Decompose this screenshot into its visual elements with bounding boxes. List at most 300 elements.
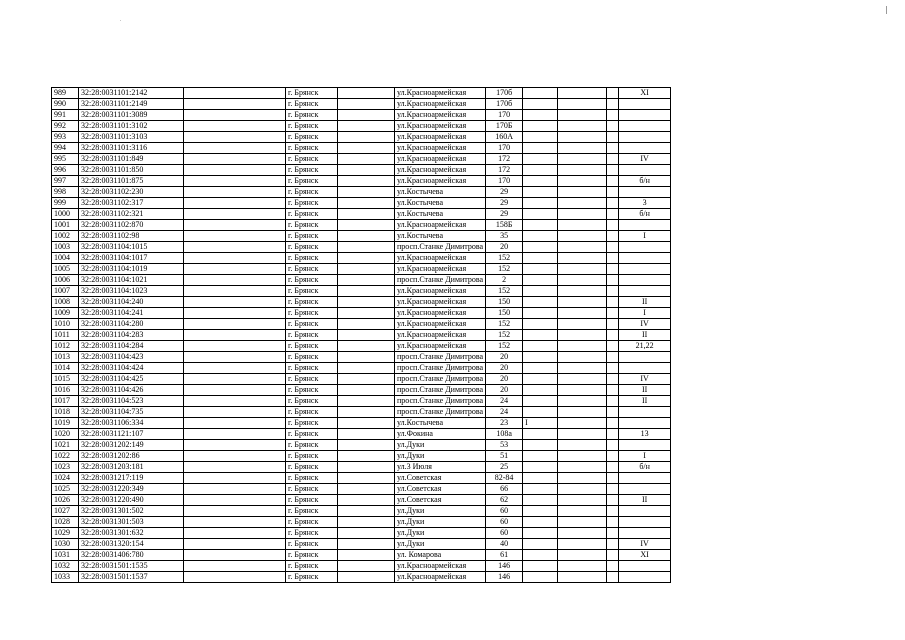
empty-cell	[184, 352, 286, 363]
city-cell: г. Брянск	[286, 330, 338, 341]
empty-cell	[607, 198, 619, 209]
street-cell: ул.Костычева	[395, 209, 486, 220]
street-cell: ул.Красноармейская	[395, 572, 486, 583]
premises-number-cell	[619, 242, 671, 253]
row-number: 996	[52, 165, 79, 176]
empty-cell	[607, 374, 619, 385]
extra-cell	[523, 407, 558, 418]
premises-number-cell	[619, 286, 671, 297]
premises-number-cell	[619, 407, 671, 418]
street-cell: просп.Станке Димитрова	[395, 242, 486, 253]
street-cell: ул.Костычева	[395, 187, 486, 198]
empty-cell	[184, 429, 286, 440]
empty-cell	[558, 429, 607, 440]
empty-cell	[338, 132, 395, 143]
cadastral-number: 32:28:0031104:425	[79, 374, 184, 385]
street-cell: просп.Станке Димитрова	[395, 363, 486, 374]
row-number: 1014	[52, 363, 79, 374]
empty-cell	[607, 506, 619, 517]
cadastral-number: 32:28:0031301:502	[79, 506, 184, 517]
premises-number-cell	[619, 352, 671, 363]
house-number-cell: 66	[486, 484, 523, 495]
city-cell: г. Брянск	[286, 528, 338, 539]
table-row	[52, 407, 671, 418]
empty-cell	[184, 517, 286, 528]
empty-cell	[558, 165, 607, 176]
street-cell: ул.Дуки	[395, 528, 486, 539]
empty-cell	[184, 198, 286, 209]
empty-cell	[184, 88, 286, 99]
house-number-cell: 35	[486, 231, 523, 242]
cadastral-number: 32:28:0031101:850	[79, 165, 184, 176]
table-row	[52, 517, 671, 528]
premises-number-cell: I	[619, 308, 671, 319]
empty-cell	[338, 352, 395, 363]
table-row	[52, 187, 671, 198]
empty-cell	[558, 110, 607, 121]
house-number-cell: 53	[486, 440, 523, 451]
table-row	[52, 330, 671, 341]
cadastral-number: 32:28:0031102:321	[79, 209, 184, 220]
cadastral-number: 32:28:0031501:1537	[79, 572, 184, 583]
table-row	[52, 528, 671, 539]
street-cell: ул.Красноармейская	[395, 253, 486, 264]
city-cell: г. Брянск	[286, 539, 338, 550]
table-row	[52, 286, 671, 297]
premises-number-cell: 21,22	[619, 341, 671, 352]
table-row	[52, 275, 671, 286]
cadastral-number: 32:28:0031101:849	[79, 154, 184, 165]
premises-number-cell: I	[619, 451, 671, 462]
premises-number-cell	[619, 99, 671, 110]
empty-cell	[558, 407, 607, 418]
empty-cell	[184, 209, 286, 220]
empty-cell	[184, 440, 286, 451]
extra-cell	[523, 286, 558, 297]
empty-cell	[184, 396, 286, 407]
empty-cell	[184, 539, 286, 550]
empty-cell	[558, 319, 607, 330]
row-number: 1033	[52, 572, 79, 583]
premises-number-cell: IV	[619, 374, 671, 385]
empty-cell	[558, 451, 607, 462]
table-row	[52, 143, 671, 154]
street-cell: ул.Красноармейская	[395, 154, 486, 165]
empty-cell	[184, 99, 286, 110]
city-cell: г. Брянск	[286, 550, 338, 561]
cadastral-number: 32:28:0031104:1023	[79, 286, 184, 297]
premises-number-cell	[619, 363, 671, 374]
premises-number-cell	[619, 484, 671, 495]
cadastral-number: 32:28:0031101:875	[79, 176, 184, 187]
city-cell: г. Брянск	[286, 297, 338, 308]
empty-cell	[558, 528, 607, 539]
cadastral-number: 32:28:0031101:3102	[79, 121, 184, 132]
house-number-cell: 170	[486, 176, 523, 187]
empty-cell	[184, 297, 286, 308]
extra-cell	[523, 242, 558, 253]
extra-cell	[523, 297, 558, 308]
house-number-cell: 20	[486, 352, 523, 363]
empty-cell	[338, 440, 395, 451]
city-cell: г. Брянск	[286, 429, 338, 440]
empty-cell	[338, 374, 395, 385]
street-cell: ул.Костычева	[395, 418, 486, 429]
empty-cell	[607, 550, 619, 561]
row-number: 1009	[52, 308, 79, 319]
street-cell: ул.Фокина	[395, 429, 486, 440]
empty-cell	[184, 220, 286, 231]
row-number: 1007	[52, 286, 79, 297]
city-cell: г. Брянск	[286, 154, 338, 165]
empty-cell	[338, 264, 395, 275]
table-row	[52, 418, 671, 429]
house-number-cell: 60	[486, 506, 523, 517]
row-number: 998	[52, 187, 79, 198]
extra-cell	[523, 176, 558, 187]
empty-cell	[607, 528, 619, 539]
table-row	[52, 231, 671, 242]
empty-cell	[338, 341, 395, 352]
row-number: 1022	[52, 451, 79, 462]
table-row	[52, 506, 671, 517]
street-cell: ул.Красноармейская	[395, 88, 486, 99]
register-table	[51, 87, 671, 583]
empty-cell	[184, 550, 286, 561]
empty-cell	[558, 231, 607, 242]
row-number: 1006	[52, 275, 79, 286]
street-cell: просп.Станке Димитрова	[395, 385, 486, 396]
extra-cell	[523, 209, 558, 220]
empty-cell	[184, 154, 286, 165]
city-cell: г. Брянск	[286, 572, 338, 583]
empty-cell	[558, 539, 607, 550]
house-number-cell: 25	[486, 462, 523, 473]
city-cell: г. Брянск	[286, 561, 338, 572]
cadastral-number: 32:28:0031104:423	[79, 352, 184, 363]
row-number: 1032	[52, 561, 79, 572]
street-cell: ул.Красноармейская	[395, 330, 486, 341]
empty-cell	[558, 132, 607, 143]
premises-number-cell: XI	[619, 88, 671, 99]
empty-cell	[558, 330, 607, 341]
empty-cell	[184, 253, 286, 264]
empty-cell	[607, 495, 619, 506]
empty-cell	[184, 341, 286, 352]
empty-cell	[338, 396, 395, 407]
empty-cell	[607, 308, 619, 319]
row-number: 1011	[52, 330, 79, 341]
empty-cell	[607, 330, 619, 341]
table-row	[52, 363, 671, 374]
empty-cell	[607, 407, 619, 418]
empty-cell	[184, 418, 286, 429]
empty-cell	[338, 110, 395, 121]
empty-cell	[558, 143, 607, 154]
empty-cell	[607, 220, 619, 231]
empty-cell	[558, 374, 607, 385]
empty-cell	[607, 121, 619, 132]
house-number-cell: 29	[486, 209, 523, 220]
extra-cell	[523, 99, 558, 110]
premises-number-cell: IV	[619, 539, 671, 550]
city-cell: г. Брянск	[286, 407, 338, 418]
cadastral-number: 32:28:0031102:870	[79, 220, 184, 231]
row-number: 1005	[52, 264, 79, 275]
house-number-cell: 152	[486, 253, 523, 264]
house-number-cell: 40	[486, 539, 523, 550]
premises-number-cell	[619, 253, 671, 264]
empty-cell	[184, 132, 286, 143]
premises-number-cell: б/н	[619, 462, 671, 473]
premises-number-cell	[619, 528, 671, 539]
street-cell: ул.Дуки	[395, 539, 486, 550]
empty-cell	[607, 363, 619, 374]
empty-cell	[558, 209, 607, 220]
city-cell: г. Брянск	[286, 286, 338, 297]
house-number-cell: 29	[486, 198, 523, 209]
row-number: 1010	[52, 319, 79, 330]
cadastral-number: 32:28:0031220:349	[79, 484, 184, 495]
empty-cell	[558, 462, 607, 473]
empty-cell	[558, 220, 607, 231]
extra-cell	[523, 429, 558, 440]
empty-cell	[558, 99, 607, 110]
table-row	[52, 220, 671, 231]
table-row	[52, 121, 671, 132]
empty-cell	[184, 286, 286, 297]
city-cell: г. Брянск	[286, 495, 338, 506]
empty-cell	[558, 572, 607, 583]
empty-cell	[558, 352, 607, 363]
street-cell: просп.Станке Димитрова	[395, 407, 486, 418]
cadastral-number: 32:28:0031203:181	[79, 462, 184, 473]
city-cell: г. Брянск	[286, 308, 338, 319]
cadastral-number: 32:28:0031220:490	[79, 495, 184, 506]
house-number-cell: 62	[486, 495, 523, 506]
table-row	[52, 242, 671, 253]
city-cell: г. Брянск	[286, 352, 338, 363]
premises-number-cell: б/н	[619, 209, 671, 220]
row-number: 1000	[52, 209, 79, 220]
street-cell: ул.Дуки	[395, 440, 486, 451]
empty-cell	[338, 297, 395, 308]
cadastral-number: 32:28:0031301:632	[79, 528, 184, 539]
empty-cell	[184, 385, 286, 396]
house-number-cell: 24	[486, 407, 523, 418]
cadastral-number: 32:28:0031217:119	[79, 473, 184, 484]
extra-cell	[523, 88, 558, 99]
street-cell: ул.Красноармейская	[395, 110, 486, 121]
premises-number-cell	[619, 473, 671, 484]
empty-cell	[607, 517, 619, 528]
empty-cell	[184, 165, 286, 176]
street-cell: ул.Красноармейская	[395, 99, 486, 110]
empty-cell	[338, 363, 395, 374]
empty-cell	[607, 297, 619, 308]
house-number-cell: 20	[486, 374, 523, 385]
extra-cell	[523, 396, 558, 407]
table-row	[52, 352, 671, 363]
empty-cell	[607, 418, 619, 429]
city-cell: г. Брянск	[286, 341, 338, 352]
empty-cell	[558, 176, 607, 187]
table-row	[52, 165, 671, 176]
extra-cell	[523, 473, 558, 484]
empty-cell	[558, 396, 607, 407]
empty-cell	[338, 506, 395, 517]
empty-cell	[184, 319, 286, 330]
premises-number-cell	[619, 220, 671, 231]
empty-cell	[558, 198, 607, 209]
row-number: 1025	[52, 484, 79, 495]
extra-cell	[523, 121, 558, 132]
empty-cell	[607, 561, 619, 572]
empty-cell	[184, 187, 286, 198]
street-cell: ул.Красноармейская	[395, 308, 486, 319]
empty-cell	[338, 220, 395, 231]
extra-cell	[523, 374, 558, 385]
empty-cell	[607, 187, 619, 198]
house-number-cell: 170	[486, 110, 523, 121]
city-cell: г. Брянск	[286, 99, 338, 110]
premises-number-cell	[619, 506, 671, 517]
city-cell: г. Брянск	[286, 374, 338, 385]
empty-cell	[607, 88, 619, 99]
extra-cell	[523, 528, 558, 539]
table-row	[52, 451, 671, 462]
empty-cell	[184, 495, 286, 506]
street-cell: ул.Красноармейская	[395, 143, 486, 154]
extra-cell: I	[523, 418, 558, 429]
house-number-cell: 61	[486, 550, 523, 561]
city-cell: г. Брянск	[286, 264, 338, 275]
cadastral-number: 32:28:0031104:283	[79, 330, 184, 341]
empty-cell	[558, 308, 607, 319]
empty-cell	[338, 418, 395, 429]
empty-cell	[607, 319, 619, 330]
cadastral-number: 32:28:0031104:424	[79, 363, 184, 374]
house-number-cell: 158Б	[486, 220, 523, 231]
row-number: 1002	[52, 231, 79, 242]
extra-cell	[523, 506, 558, 517]
empty-cell	[338, 484, 395, 495]
premises-number-cell: IV	[619, 319, 671, 330]
empty-cell	[184, 473, 286, 484]
extra-cell	[523, 363, 558, 374]
cadastral-number: 32:28:0031104:426	[79, 385, 184, 396]
cadastral-number: 32:28:0031104:284	[79, 341, 184, 352]
street-cell: ул.Красноармейская	[395, 165, 486, 176]
table-row	[52, 550, 671, 561]
house-number-cell: 146	[486, 561, 523, 572]
table-row	[52, 99, 671, 110]
row-number: 995	[52, 154, 79, 165]
extra-cell	[523, 231, 558, 242]
table-row	[52, 198, 671, 209]
row-number: 1019	[52, 418, 79, 429]
row-number: 1023	[52, 462, 79, 473]
cadastral-number: 32:28:0031104:241	[79, 308, 184, 319]
cadastral-number: 32:28:0031406:780	[79, 550, 184, 561]
empty-cell	[607, 275, 619, 286]
empty-cell	[607, 143, 619, 154]
empty-cell	[338, 176, 395, 187]
premises-number-cell	[619, 264, 671, 275]
street-cell: ул.Красноармейская	[395, 561, 486, 572]
empty-cell	[558, 121, 607, 132]
house-number-cell: 82-84	[486, 473, 523, 484]
empty-cell	[184, 484, 286, 495]
city-cell: г. Брянск	[286, 451, 338, 462]
cadastral-number: 32:28:0031121:107	[79, 429, 184, 440]
premises-number-cell: 3	[619, 198, 671, 209]
extra-cell	[523, 275, 558, 286]
empty-cell	[607, 572, 619, 583]
empty-cell	[558, 341, 607, 352]
empty-cell	[184, 121, 286, 132]
extra-cell	[523, 539, 558, 550]
empty-cell	[184, 275, 286, 286]
empty-cell	[338, 198, 395, 209]
row-number: 1029	[52, 528, 79, 539]
extra-cell	[523, 253, 558, 264]
city-cell: г. Брянск	[286, 176, 338, 187]
extra-cell	[523, 440, 558, 451]
empty-cell	[607, 396, 619, 407]
empty-cell	[607, 264, 619, 275]
house-number-cell: 51	[486, 451, 523, 462]
city-cell: г. Брянск	[286, 198, 338, 209]
empty-cell	[184, 264, 286, 275]
empty-cell	[558, 264, 607, 275]
street-cell: ул.Красноармейская	[395, 220, 486, 231]
cadastral-number: 32:28:0031104:1021	[79, 275, 184, 286]
cadastral-number: 32:28:0031101:2149	[79, 99, 184, 110]
extra-cell	[523, 385, 558, 396]
extra-cell	[523, 264, 558, 275]
row-number: 997	[52, 176, 79, 187]
empty-cell	[338, 209, 395, 220]
empty-cell	[184, 231, 286, 242]
table-row	[52, 396, 671, 407]
empty-cell	[607, 209, 619, 220]
table-row	[52, 561, 671, 572]
extra-cell	[523, 495, 558, 506]
house-number-cell: 2	[486, 275, 523, 286]
premises-number-cell	[619, 440, 671, 451]
row-number: 1028	[52, 517, 79, 528]
city-cell: г. Брянск	[286, 132, 338, 143]
city-cell: г. Брянск	[286, 110, 338, 121]
premises-number-cell: XI	[619, 550, 671, 561]
empty-cell	[607, 341, 619, 352]
city-cell: г. Брянск	[286, 418, 338, 429]
house-number-cell: 60	[486, 517, 523, 528]
house-number-cell: 152	[486, 286, 523, 297]
row-number: 999	[52, 198, 79, 209]
empty-cell	[607, 440, 619, 451]
house-number-cell: 170б	[486, 88, 523, 99]
cadastral-number: 32:28:0031320:154	[79, 539, 184, 550]
extra-cell	[523, 198, 558, 209]
extra-cell	[523, 154, 558, 165]
empty-cell	[607, 132, 619, 143]
street-cell: ул.Советская	[395, 473, 486, 484]
empty-cell	[607, 176, 619, 187]
city-cell: г. Брянск	[286, 242, 338, 253]
table-row	[52, 308, 671, 319]
